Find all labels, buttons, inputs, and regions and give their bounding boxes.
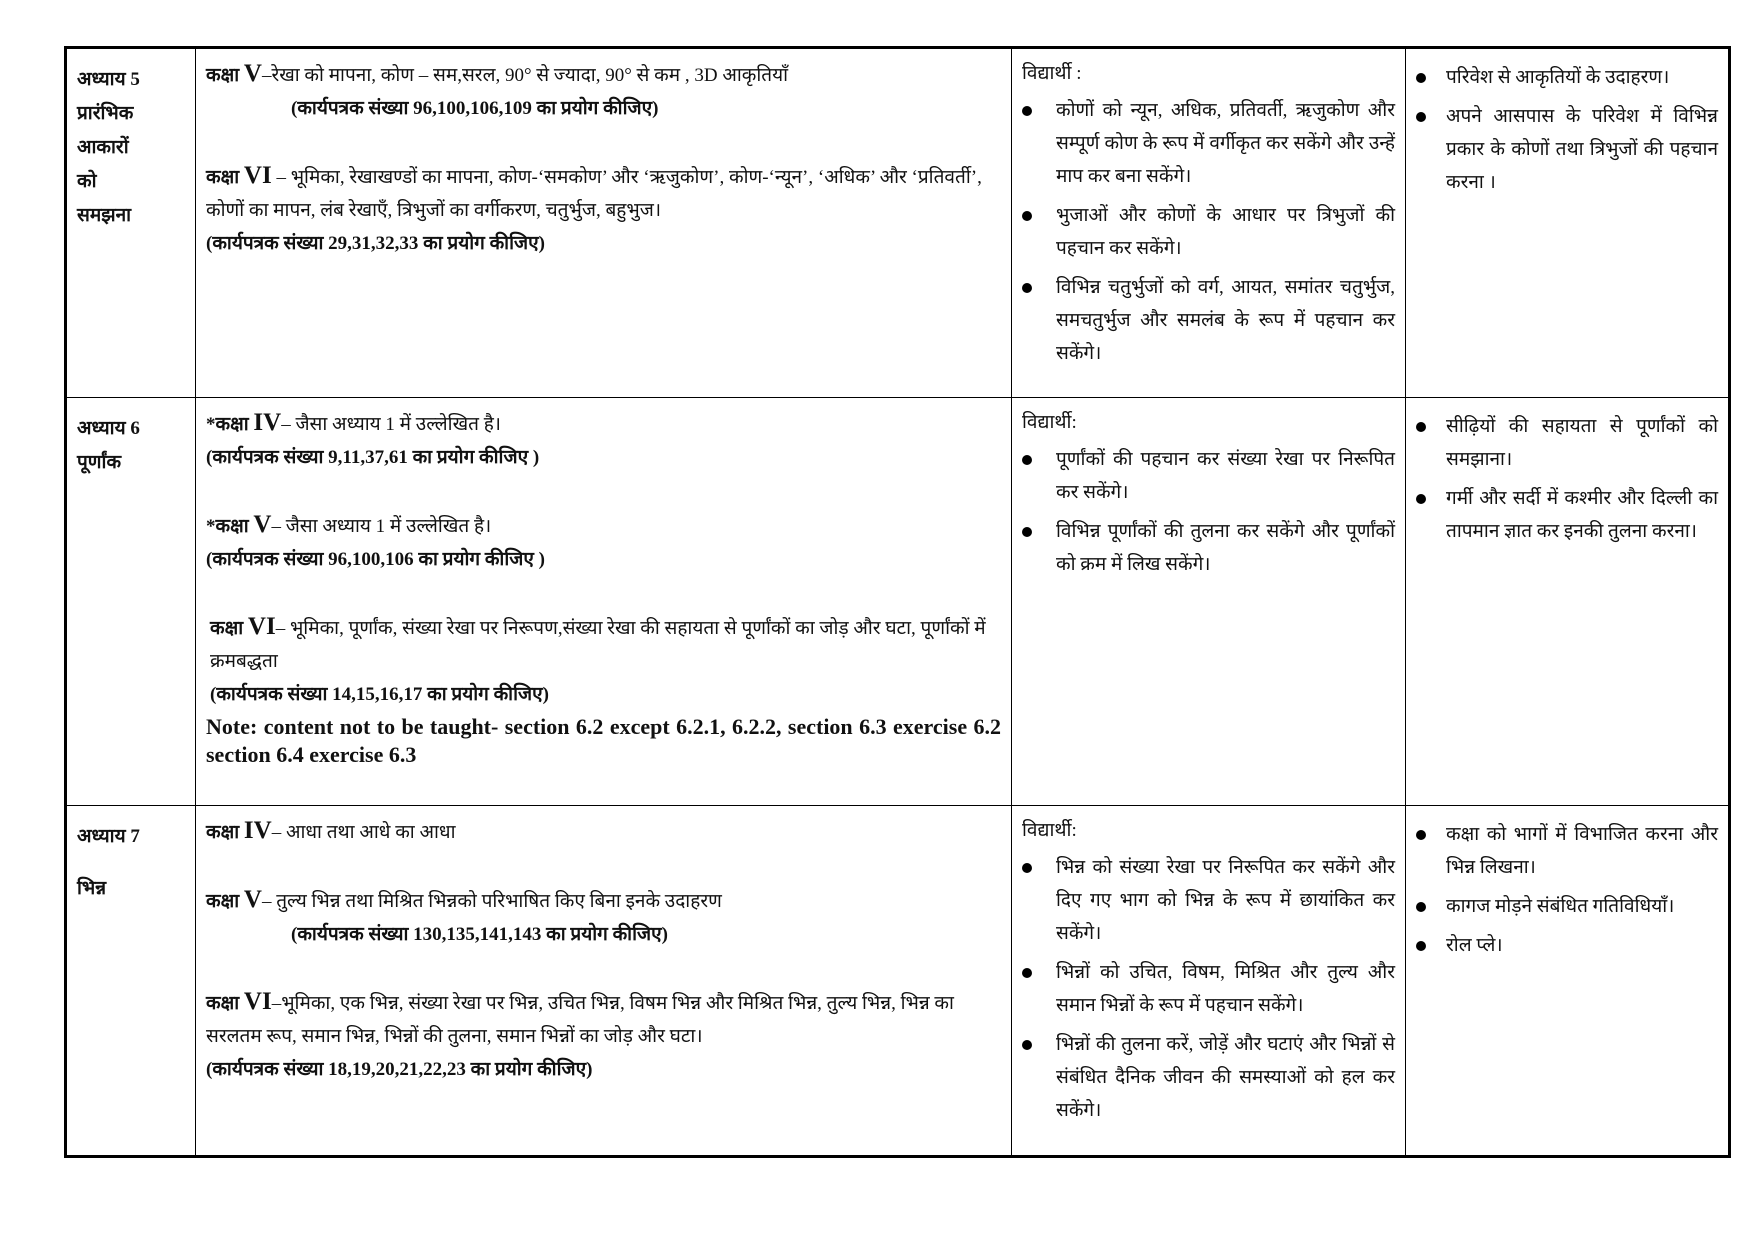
- activity-text: सीढ़ियों की सहायता से पूर्णांकों को समझाना।: [1446, 416, 1718, 470]
- objective-text: पूर्णांकों की पहचान कर संख्या रेखा पर निरूपित कर सकेंगे।: [1056, 449, 1395, 503]
- class-label: कक्षा: [206, 65, 244, 86]
- class-label: कक्षा: [206, 891, 244, 912]
- bullet-icon: [1022, 283, 1032, 293]
- activity-item: [1416, 410, 1718, 476]
- activity-text: परिवेश से आकृतियों के उदाहरण।: [1446, 67, 1670, 88]
- activity-text: अपने आसपास के परिवेश में विभिन्न प्रकार के कोणों तथा त्रिभुजों की पहचान करना ।: [1446, 106, 1718, 193]
- bullet-icon: [1022, 106, 1032, 116]
- class-description: [206, 57, 1001, 92]
- chapter-cell: [66, 48, 196, 398]
- bullet-icon: [1022, 211, 1032, 221]
- activity-text: कक्षा को भागों में विभाजित करना और भिन्न लिखना।: [1446, 824, 1718, 878]
- chapter-title-line: समझना: [77, 205, 132, 226]
- activity-item: [1416, 61, 1718, 94]
- class-description: [206, 406, 1001, 441]
- bullet-icon: [1416, 830, 1426, 840]
- class-numeral: VI: [243, 988, 272, 1015]
- curriculum-table: [64, 46, 1731, 1158]
- bullet-icon: [1022, 1040, 1032, 1050]
- objective-item: [1022, 1028, 1395, 1127]
- bullet-icon: [1416, 422, 1426, 432]
- table-row: [66, 398, 1730, 806]
- class-numeral: V: [243, 60, 262, 87]
- class-label: *कक्षा: [206, 414, 254, 435]
- activities-cell: [1406, 398, 1730, 806]
- worksheet-reference: (कार्यपत्रक संख्या 130,135,141,143 का प्रयोग कीजिए): [291, 924, 668, 945]
- content-cell: [196, 398, 1012, 806]
- learning-objectives-cell: [1012, 398, 1406, 806]
- chapter-title-line: को: [77, 171, 97, 192]
- objective-item: [1022, 956, 1395, 1022]
- chapter-title-line: अध्याय 6: [77, 418, 140, 439]
- objective-item: [1022, 199, 1395, 265]
- activity-text: गर्मी और सर्दी में कश्मीर और दिल्ली का तापमान ज्ञात कर इनकी तुलना करना।: [1446, 488, 1718, 542]
- table-row: [66, 48, 1730, 398]
- class-description: [206, 985, 1001, 1053]
- objective-item: [1022, 94, 1395, 193]
- class-block: [206, 406, 1001, 474]
- class-description: [206, 814, 1001, 849]
- class-topics: –भूमिका, एक भिन्न, संख्या रेखा पर भिन्न, उचित भिन्न, विषम भिन्न और मिश्रित भिन्न, तुल्य भिन्न, भिन्न का सरलतम रूप, समान भिन्न, भिन्नों की तुलना, समान भिन्नों का जोड़ और घटा।: [206, 993, 954, 1047]
- bullet-icon: [1416, 112, 1426, 122]
- bullet-icon: [1416, 941, 1426, 951]
- class-numeral: V: [243, 886, 262, 913]
- objective-text: विभिन्न पूर्णांकों की तुलना कर सकेंगे और पूर्णांकों को क्रम में लिख सकेंगे।: [1056, 521, 1395, 575]
- class-block: [206, 814, 1001, 849]
- class-description: [210, 610, 1001, 678]
- chapter-title-line: अध्याय 5: [77, 69, 140, 90]
- content-cell: [196, 806, 1012, 1157]
- class-label: *कक्षा: [206, 516, 254, 537]
- class-topics: –रेखा को मापना, कोण – सम,सरल, 90° से ज्यादा, 90° से कम , 3D आकृतियाँ: [261, 65, 789, 86]
- chapter-title-line: भिन्न: [77, 878, 107, 899]
- class-topics: – भूमिका, रेखाखण्डों का मापना, कोण-‘समकोण’ और ‘ऋजुकोण’, कोण-‘न्यून’, ‘अधिक’ और ‘प्रतिवर्ती’, कोणों का मापन, लंब रेखाएँ, त्रिभुजों का वर्गीकरण, चतुर्भुज, बहुभुज।: [206, 167, 982, 221]
- objectives-list: [1022, 851, 1395, 1127]
- activity-item: [1416, 890, 1718, 923]
- objective-item: [1022, 851, 1395, 950]
- class-topics: – जैसा अध्याय 1 में उल्लेखित है।: [271, 516, 492, 537]
- class-label: कक्षा: [210, 618, 248, 639]
- activity-item: [1416, 100, 1718, 199]
- activities-list: [1416, 410, 1718, 548]
- activity-text: कागज मोड़ने संबंधित गतिविधियाँ।: [1446, 896, 1675, 917]
- class-block: [206, 57, 1001, 125]
- objective-item: [1022, 443, 1395, 509]
- bullet-icon: [1022, 968, 1032, 978]
- chapter-title-line: पूर्णांक: [77, 452, 122, 473]
- curriculum-table-body: [66, 48, 1730, 1157]
- class-label: कक्षा: [206, 167, 244, 188]
- class-topics: – जैसा अध्याय 1 में उल्लेखित है।: [281, 414, 501, 435]
- syllabus-note: Note: content not to be taught- section 6.2 except 6.2.1, 6.2.2, section 6.3 exercise 6.2 section 6.4 exercise 6.3: [206, 714, 1001, 767]
- class-label: कक्षा: [206, 993, 244, 1014]
- chapter-title-line: आकारों: [77, 137, 129, 158]
- activity-item: [1416, 929, 1718, 962]
- chapter-cell: [66, 398, 196, 806]
- worksheet-reference: (कार्यपत्रक संख्या 96,100,106,109 का प्रयोग कीजिए): [291, 98, 659, 119]
- objective-text: भिन्नों को उचित, विषम, मिश्रित और तुल्य और समान भिन्नों के रूप में पहचान सकेंगे।: [1056, 962, 1395, 1016]
- class-numeral: IV: [243, 817, 272, 844]
- bullet-icon: [1022, 455, 1032, 465]
- class-block: [206, 610, 1001, 711]
- class-block: [206, 159, 1001, 260]
- table-row: [66, 806, 1730, 1157]
- class-description: [206, 883, 1001, 918]
- activities-list: [1416, 61, 1718, 199]
- class-block: [206, 985, 1001, 1086]
- worksheet-reference: (कार्यपत्रक संख्या 14,15,16,17 का प्रयोग कीजिए): [210, 684, 549, 705]
- objectives-list: [1022, 443, 1395, 581]
- worksheet-reference: (कार्यपत्रक संख्या 18,19,20,21,22,23 का प्रयोग कीजिए): [206, 1059, 593, 1080]
- learning-objectives-cell: [1012, 48, 1406, 398]
- bullet-icon: [1416, 494, 1426, 504]
- objective-text: कोणों को न्यून, अधिक, प्रतिवर्ती, ऋजुकोण और सम्पूर्ण कोण के रूप में वर्गीकृत कर सकेंगे और उन्हें माप कर बना सकेंगे।: [1056, 100, 1395, 187]
- class-block: [206, 508, 1001, 576]
- class-description: [206, 159, 1001, 227]
- worksheet-reference: (कार्यपत्रक संख्या 29,31,32,33 का प्रयोग कीजिए): [206, 233, 545, 254]
- worksheet-reference: (कार्यपत्रक संख्या 96,100,106 का प्रयोग कीजिए ): [206, 549, 545, 570]
- activity-item: [1416, 818, 1718, 884]
- objective-text: भिन्नों की तुलना करें, जोड़ें और घटाएं और भिन्नों से संबंधित दैनिक जीवन की समस्याओं को हल कर सकेंगे।: [1056, 1034, 1395, 1121]
- activity-text: रोल प्ले।: [1446, 935, 1503, 956]
- class-topics: – भूमिका, पूर्णांक, संख्या रेखा पर निरूपण,संख्या रेखा की सहायता से पूर्णांकों का जोड़ और घटा, पूर्णांकों में क्रमबद्धता: [210, 618, 986, 672]
- objective-text: भिन्न को संख्या रेखा पर निरूपित कर सकेंगे और दिए गए भाग को भिन्न के रूप में छायांकित कर सकेंगे।: [1056, 857, 1395, 944]
- class-numeral: IV: [253, 409, 282, 436]
- objective-item: [1022, 271, 1395, 370]
- chapter-cell: [66, 806, 196, 1157]
- objectives-heading: विद्यार्थी:: [1022, 820, 1077, 841]
- worksheet-reference: (कार्यपत्रक संख्या 9,11,37,61 का प्रयोग कीजिए ): [206, 447, 540, 468]
- class-numeral: VI: [247, 613, 276, 640]
- bullet-icon: [1022, 527, 1032, 537]
- activity-item: [1416, 482, 1718, 548]
- objective-text: भुजाओं और कोणों के आधार पर त्रिभुजों की पहचान कर सकेंगे।: [1056, 205, 1395, 259]
- bullet-icon: [1416, 73, 1426, 83]
- objectives-list: [1022, 94, 1395, 370]
- bullet-icon: [1416, 902, 1426, 912]
- class-topics: – आधा तथा आधे का आधा: [271, 822, 456, 843]
- objective-item: [1022, 515, 1395, 581]
- objectives-heading: विद्यार्थी :: [1022, 63, 1082, 84]
- learning-objectives-cell: [1012, 806, 1406, 1157]
- chapter-title-line: अध्याय 7: [77, 826, 140, 847]
- bullet-icon: [1022, 863, 1032, 873]
- chapter-title-line: प्रारंभिक: [77, 103, 134, 124]
- class-block: [206, 883, 1001, 951]
- objective-text: विभिन्न चतुर्भुजों को वर्ग, आयत, समांतर चतुर्भुज, समचतुर्भुज और समलंब के रूप में पहचान कर सकेंगे।: [1056, 277, 1395, 364]
- content-cell: [196, 48, 1012, 398]
- class-numeral: V: [253, 511, 272, 538]
- class-description: [206, 508, 1001, 543]
- activities-list: [1416, 818, 1718, 962]
- class-topics: – तुल्य भिन्न तथा मिश्रित भिन्नको परिभाषित किए बिना इनके उदाहरण: [261, 891, 722, 912]
- class-numeral: VI: [243, 162, 272, 189]
- objectives-heading: विद्यार्थी:: [1022, 412, 1077, 433]
- activities-cell: [1406, 48, 1730, 398]
- activities-cell: [1406, 806, 1730, 1157]
- class-label: कक्षा: [206, 822, 244, 843]
